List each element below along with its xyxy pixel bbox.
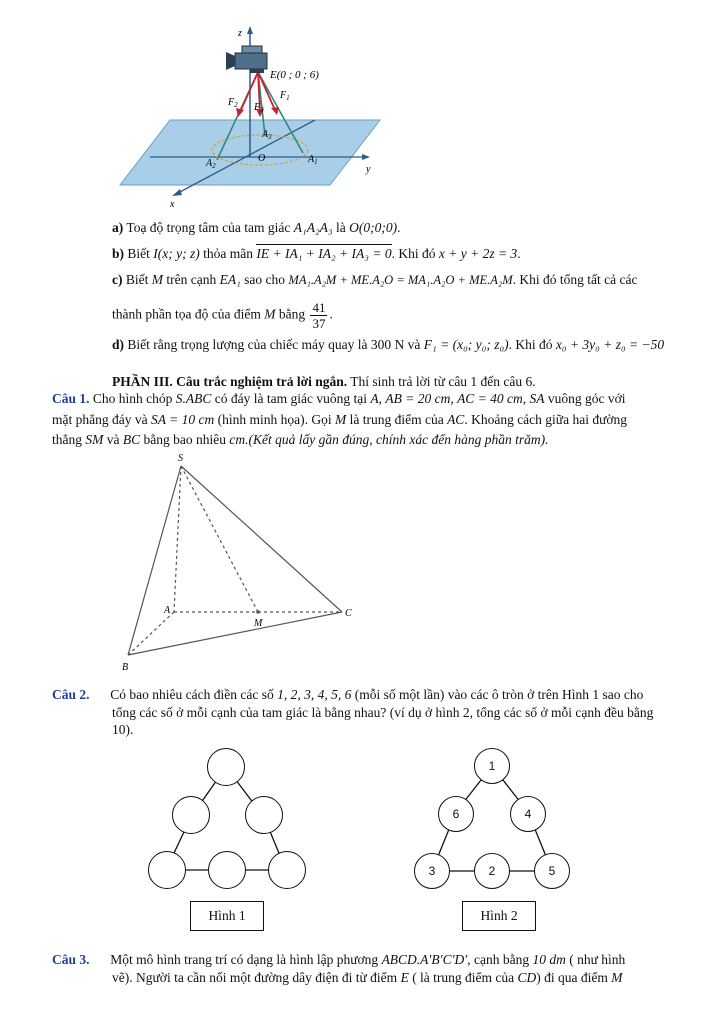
fig2-circle-bottom-mid: 2 [474,853,510,889]
q3-line1: Câu 3. Một mô hình trang trí có dạng là hình lập phương ABCD.A′B′C′D′, cạnh bằng 10 dm ( như hình [52,952,626,967]
pyramid-figure [110,448,370,683]
caption-hinh-2: Hình 2 [462,901,536,931]
item-a: a) Toạ độ trọng tâm của tam giác A₁A₂A₃ là O(0;0;0). [112,220,401,235]
caption-hinh-1: Hình 1 [190,901,264,931]
fig1-circle-top[interactable] [207,748,245,786]
q2-line1: Câu 2. Có bao nhiêu cách điền các số 1, 2, 3, 4, 5, 6 (mỗi số một lần) vào các ô tròn ở trên Hình 1 sao cho [52,687,644,702]
a3-label: $A_3$ [262,129,272,141]
fig2-circle-bottom-left: 3 [414,853,450,889]
origin-label: O [258,153,266,164]
item-d: d) Biết rằng trọng lượng của chiếc máy quay là 300 N và F₁ = (x₀; y₀; z₀). Khi đó x₀ + 3y₀ + z₀ = −50 [112,337,665,352]
q2-line2: tổng các số ở mỗi cạnh của tam giác là bằng nhau? (ví dụ ở hình 2, tổng các số ở mỗi cạnh đều bằng [112,705,654,720]
q2-line3: 10). [112,722,134,737]
point-m-label: M [254,618,263,629]
fig2-circle-top: 1 [474,748,510,784]
vertex-b-label: B [122,662,129,673]
fig1-circle-bottom-right[interactable] [268,851,306,889]
camera [235,53,267,69]
f3-label: $F_3$ [254,102,264,114]
fig2-circle-bottom-right: 5 [534,853,570,889]
q1-line1: Câu 1. Cho hình chóp S.ABC có đáy là tam giác vuông tại A, AB = 20 cm, AC = 40 cm, SA vuông góc với [52,391,626,406]
a1-label: $A_1$ [308,154,318,166]
f1-label: $F_1$ [280,90,290,102]
item-c-line2: thành phần tọa độ của điểm M bằng $\frac{41}{37}$ . [112,300,333,331]
fig1-circle-bottom-mid[interactable] [208,851,246,889]
axis-z-label: z [238,28,242,39]
point-e-label: E(0 ; 0 ; 6) [270,69,319,81]
item-b: b) Biết I(x; y; z) thỏa mãn IE + IA₁ + IA₂ + IA₃ = 0. Khi đó x + y + 2z = 3. [112,246,521,261]
q3-line2: vẽ). Người ta cần nối một đường dây điện đi từ điểm E ( là trung điểm của CD) đi qua điểm M [112,970,623,985]
vertex-c-label: C [345,608,352,619]
fraction-41-37: $\frac{41}{37}$ [312,300,326,331]
fig1-circle-right[interactable] [245,796,283,834]
vertex-a-label: A [164,605,171,616]
fig2-circle-left: 6 [438,796,474,832]
fig2-circle-right: 4 [510,796,546,832]
coordinate-figure [110,20,390,210]
q1-line3: thẳng SM và BC bằng bao nhiêu cm.(Kết quả lấy gần đúng, chính xác đến hàng phần trăm). [52,432,549,447]
fig1-circle-left[interactable] [172,796,210,834]
f2-label: $F_2$ [228,97,238,109]
q1-line2: mặt phẳng đáy và SA = 10 cm (hình minh họa). Gọi M là trung điểm của AC. Khoảng cách giữa hai đường [52,412,628,427]
vertex-s-label: S [178,453,183,464]
fig1-circle-bottom-left[interactable] [148,851,186,889]
a2-label: $A_2$ [206,158,216,170]
axis-y-label: y [366,164,371,175]
item-c-line1: c) Biết M trên cạnh EA₁ sao cho MA₁.A₂M + ME.A₂O = MA₁.A₂O + ME.A₂M. Khi đó tổng tất cả các [112,272,638,287]
part3-heading: PHẦN III. Câu trắc nghiệm trả lời ngắn. Thí sinh trả lời từ câu 1 đến câu 6. [112,374,536,389]
axis-x-label: x [170,199,175,210]
